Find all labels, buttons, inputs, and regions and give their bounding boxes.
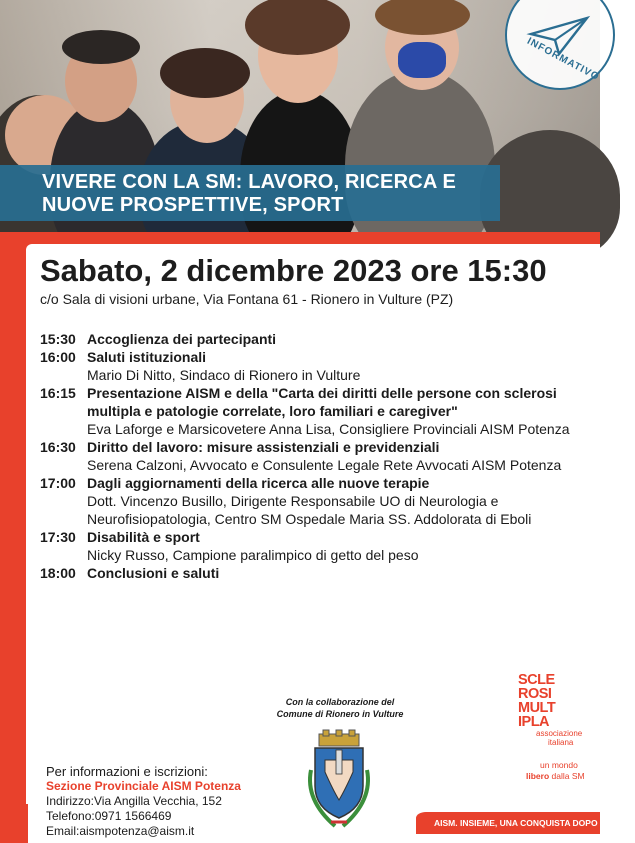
- agenda-title: Conclusioni e saluti: [87, 565, 220, 581]
- agenda-title: Disabilità e sport: [87, 529, 200, 545]
- agenda-time: 17:30: [40, 529, 76, 545]
- logo-word-4: IPLA: [518, 714, 550, 730]
- municipal-crest-icon: [305, 730, 373, 830]
- agenda-title: Saluti istituzionali: [87, 349, 207, 365]
- red-brush-left: [0, 232, 28, 843]
- agenda-item: [40, 528, 585, 564]
- contact-section: Sezione Provinciale AISM Potenza: [46, 779, 241, 793]
- agenda-speaker: Eva Laforge e Marsicovetere Anna Lisa, Consigliere Provinciali AISM Potenza: [87, 421, 570, 437]
- aism-logo: [518, 673, 588, 747]
- agenda-time: 16:30: [40, 439, 76, 455]
- agenda-item: [40, 330, 585, 348]
- agenda-list: [40, 330, 585, 582]
- agenda-item: [40, 474, 585, 528]
- agenda-item: [40, 438, 585, 474]
- agenda-time: 16:15: [40, 385, 76, 401]
- agenda-item: [40, 384, 585, 438]
- agenda-title: Accoglienza dei partecipanti: [87, 331, 277, 347]
- logo-tagline-2: libero dalla SM: [526, 771, 585, 781]
- agenda-time: 18:00: [40, 565, 76, 581]
- stamp-label: INFORMATIVO: [525, 35, 602, 84]
- event-venue: c/o Sala di visioni urbane, Via Fontana 61 - Rionero in Vulture (PZ): [40, 291, 454, 307]
- header-photo: [0, 0, 600, 245]
- agenda-item: [40, 564, 585, 582]
- contact-address: Indirizzo:Via Angilla Vecchia, 152: [46, 794, 222, 808]
- logo-word-2: ROSI: [518, 686, 552, 702]
- agenda-speaker: Dott. Vincenzo Busillo, Dirigente Responsabile UO di Neurologia e Neurofisiopatologia, Centro SM Ospedale Maria SS. Addolorata di Eboli: [87, 493, 532, 527]
- collaboration-note: [270, 696, 410, 720]
- agenda-time: 17:00: [40, 475, 76, 491]
- contact-phone: Telefono:0971 1566469: [46, 809, 172, 823]
- banner-title-line-2: NUOVE PROSPETTIVE, SPORT: [42, 194, 344, 216]
- agenda-title: Presentazione AISM e della "Carta dei diritti delle persone con sclerosi multipla e patologie correlate, loro familiari e caregiver": [87, 385, 557, 419]
- banner-title-line-1: VIVERE CON LA SM: LAVORO, RICERCA E: [42, 171, 457, 193]
- title-banner: [0, 165, 500, 221]
- event-date: Sabato, 2 dicembre 2023 ore 15:30: [40, 253, 547, 288]
- logo-word-3: MULT: [518, 700, 556, 716]
- agenda-item: [40, 348, 585, 384]
- contact-heading: Per informazioni e iscrizioni:: [46, 764, 208, 779]
- collaboration-line-2: Comune di Rionero in Vulture: [276, 709, 404, 719]
- agenda-title: Diritto del lavoro: misure assistenziali e previdenziali: [87, 439, 440, 455]
- agenda-time: 15:30: [40, 331, 76, 347]
- agenda-speaker: Nicky Russo, Campione paralimpico di getto del peso: [87, 547, 419, 563]
- logo-tagline-1: un mondo: [540, 760, 578, 770]
- agenda-time: 16:00: [40, 349, 76, 365]
- contact-email[interactable]: Email:aismpotenza@aism.it: [46, 824, 195, 838]
- agenda-speaker: Mario Di Nitto, Sindaco di Rionero in Vulture: [87, 367, 361, 383]
- agenda-speaker: Serena Calzoni, Avvocato e Consulente Legale Rete Avvocati AISM Potenza: [87, 457, 562, 473]
- slogan-band: AISM. INSIEME, UNA CONQUISTA DOPO L'ALTRA: [416, 812, 600, 834]
- face-mask: [398, 42, 446, 78]
- logo-subtitle-1: associazione: [536, 729, 583, 738]
- contact-info: [46, 764, 241, 839]
- logo-subtitle-2: italiana: [548, 738, 574, 747]
- collaboration-line-1: Con la collaborazione del: [285, 697, 395, 707]
- logo-word-1: SCLE: [518, 672, 555, 688]
- agenda-title: Dagli aggiornamenti della ricerca alle nuove terapie: [87, 475, 430, 491]
